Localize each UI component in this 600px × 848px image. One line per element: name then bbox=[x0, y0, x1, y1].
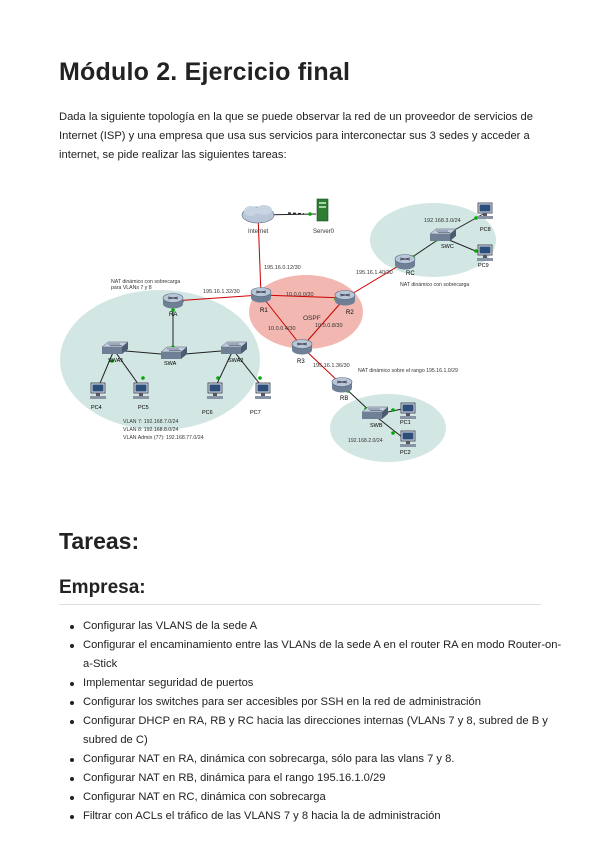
internet-cloud-icon bbox=[242, 205, 274, 223]
pc2-label: PC2 bbox=[400, 450, 411, 456]
pc7-icon bbox=[255, 383, 271, 399]
internet-net-label: 195.16.0.12/30 bbox=[264, 265, 301, 271]
switch-swa2-icon bbox=[221, 342, 247, 354]
pc4-label: PC4 bbox=[91, 405, 102, 411]
rc-net-label: 195.16.1.40/30 bbox=[356, 270, 393, 276]
nat-rb-label: NAT dinámico sobre el rango 195.16.1.0/29 bbox=[358, 368, 458, 374]
swb-label: SWB bbox=[370, 423, 383, 429]
ospf-label: OSPF bbox=[303, 315, 321, 322]
r3-label: R3 bbox=[297, 359, 305, 365]
pc2-icon bbox=[400, 431, 416, 447]
task-item: Filtrar con ACLs el tráfico de las VLANS 7 y 8 hacia la de administración bbox=[83, 807, 569, 826]
task-list bbox=[59, 617, 569, 826]
section-divider bbox=[59, 604, 541, 605]
r1-r2-net-label: 10.0.0.0/30 bbox=[286, 292, 314, 298]
swa1-label: SWA1 bbox=[108, 358, 124, 364]
tareas-heading: Tareas: bbox=[59, 528, 140, 554]
lan-c-label: 192.168.3.0/24 bbox=[424, 218, 461, 224]
server-icon bbox=[317, 199, 328, 221]
lan-b-label: 192.168.2.0/24 bbox=[348, 438, 383, 444]
swa2-label: SWA2 bbox=[228, 358, 244, 364]
pc9-label: PC9 bbox=[478, 263, 489, 269]
pc5-icon bbox=[133, 383, 149, 399]
switch-swb-icon bbox=[362, 407, 388, 419]
task-item: Configurar los switches para ser accesibles por SSH en la red de administración bbox=[83, 693, 569, 712]
nat-rc-label: NAT dinámico con sobrecarga bbox=[400, 282, 470, 288]
pc1-label: PC1 bbox=[400, 420, 411, 426]
vlan8-label: VLAN 8: 192.168.8.0/24 bbox=[123, 427, 179, 433]
task-item: Configurar las VLANS de la sede A bbox=[83, 617, 569, 636]
router-ra-icon bbox=[163, 294, 183, 309]
pc5-label: PC5 bbox=[138, 405, 149, 411]
rb-label: RB bbox=[340, 396, 349, 402]
router-r3-icon bbox=[292, 340, 312, 355]
pc7-label: PC7 bbox=[250, 410, 261, 416]
pc9-icon bbox=[477, 245, 493, 261]
task-item: Configurar el encaminamiento entre las VLANs de la sede A en el router RA en modo Router-on-a-Stick bbox=[83, 636, 569, 674]
switch-swa-icon bbox=[161, 347, 187, 359]
r2-label: R2 bbox=[346, 310, 354, 316]
task-item: Configurar NAT en RB, dinámica para el rango 195.16.1.0/29 bbox=[83, 769, 569, 788]
pc4-icon bbox=[90, 383, 106, 399]
router-rb-icon bbox=[332, 378, 352, 393]
router-r2-icon bbox=[335, 291, 355, 306]
swc-label: SWC bbox=[441, 244, 454, 250]
network-topology-diagram bbox=[58, 195, 550, 470]
vlan7-label: VLAN 7: 192.168.7.0/24 bbox=[123, 419, 179, 425]
task-item: Configurar NAT en RA, dinámica con sobrecarga, sólo para las vlans 7 y 8. bbox=[83, 750, 569, 769]
nat-ra-label: NAT dinámico con sobrecarga para VLANs 7 y 8 bbox=[111, 279, 181, 291]
page-title: Módulo 2. Ejercicio final bbox=[59, 58, 351, 86]
rc-label: RC bbox=[406, 271, 415, 277]
pc1-icon bbox=[400, 403, 416, 419]
r1-r3-net-label: 10.0.0.4/30 bbox=[268, 326, 296, 332]
task-item: Configurar DHCP en RA, RB y RC hacia las direcciones internas (VLANs 7 y 8, subred de B y subred de C) bbox=[83, 712, 569, 750]
swa-label: SWA bbox=[164, 361, 177, 367]
internet-label: Internet bbox=[248, 229, 269, 235]
pc6-icon bbox=[207, 383, 223, 399]
switch-swc-icon bbox=[430, 229, 456, 241]
server-label: Server0 bbox=[313, 229, 335, 235]
empresa-heading: Empresa: bbox=[59, 577, 146, 598]
intro-paragraph: Dada la siguiente topología en la que se puede observar la red de un proveedor de servicios de Internet (ISP) y una empresa que usa sus servicios para interconectar sus 3 sedes y acceder a internet, se pide realizar las siguientes tareas: bbox=[59, 111, 533, 161]
vlan-admin-label: VLAN Admin (77): 192.168.77.0/24 bbox=[123, 435, 204, 441]
task-item: Implementar seguridad de puertos bbox=[83, 674, 569, 693]
pc6-label: PC6 bbox=[202, 410, 213, 416]
pc8-icon bbox=[477, 203, 493, 219]
rb-net-label: 195.16.1.36/30 bbox=[313, 363, 350, 369]
router-r1-icon bbox=[251, 288, 271, 303]
router-rc-icon bbox=[395, 255, 415, 270]
switch-swa1-icon bbox=[102, 342, 128, 354]
ra-net-label: 195.16.1.32/30 bbox=[203, 289, 240, 295]
r2-r3-net-label: 10.0.0.8/30 bbox=[315, 323, 343, 329]
task-item: Configurar NAT en RC, dinámica con sobrecarga bbox=[83, 788, 569, 807]
pc8-label: PC8 bbox=[480, 227, 491, 233]
ra-label: RA bbox=[169, 312, 178, 318]
r1-label: R1 bbox=[260, 308, 268, 314]
